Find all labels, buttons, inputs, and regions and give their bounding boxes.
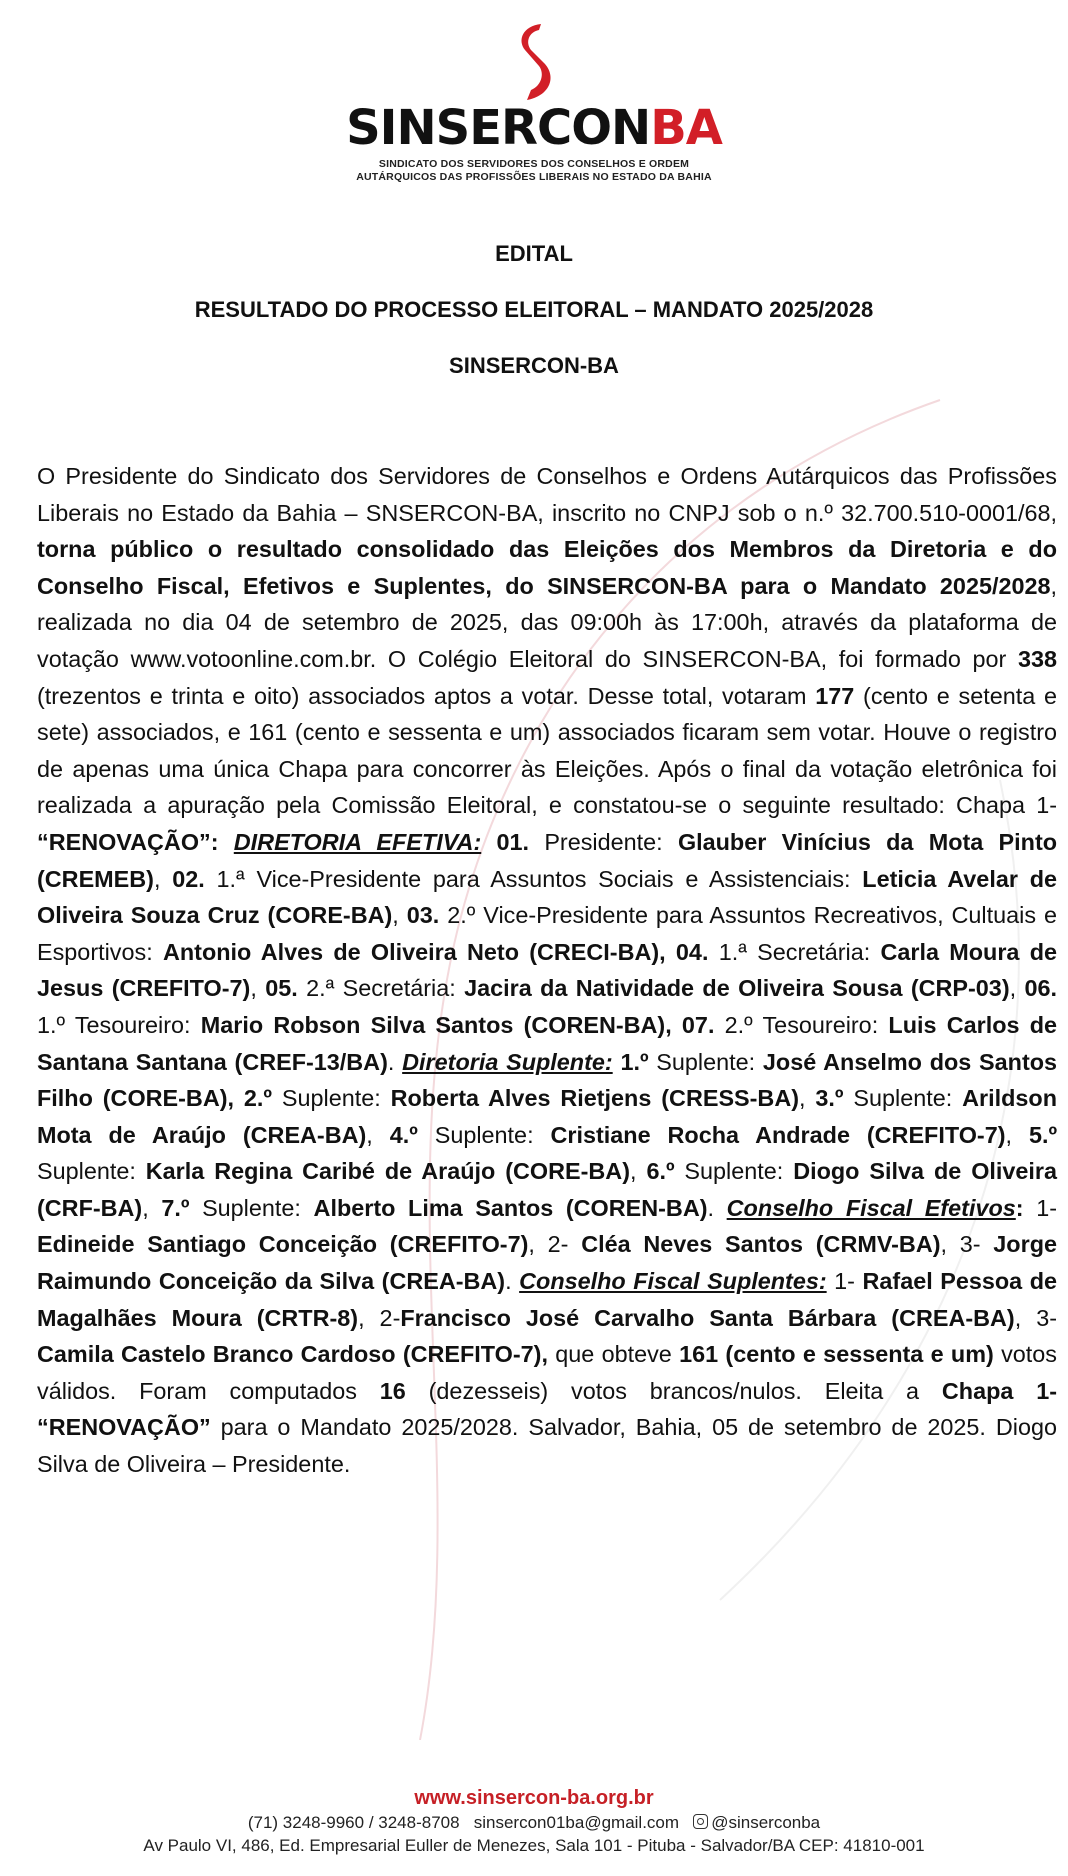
- footer-contacts: [0, 1811, 1068, 1834]
- logo-subtitle: SINDICATO DOS SERVIDORES DOS CONSELHOS E ORDEM AUTÁRQUICOS DAS PROFISSÕES LIBERAIS NO ESTADO DA BAHIA: [356, 158, 712, 183]
- logo-wordmark: SINSERCONBA: [346, 100, 722, 156]
- footer-address: Av Paulo VI, 486, Ed. Empresarial Euller de Menezes, Sala 101 - Pituba - Salvador/BA CEP: 41810-001: [143, 1836, 925, 1855]
- footer-website-link[interactable]: www.sinsercon-ba.org.br: [414, 1787, 654, 1809]
- instagram-icon: [693, 1814, 708, 1829]
- footer-phones: (71) 3248-9960 / 3248-8708: [247, 1813, 460, 1832]
- page-footer: [0, 1785, 1068, 1858]
- document-org: SINSERCON-BA: [449, 353, 619, 378]
- document-title: EDITAL: [495, 241, 573, 266]
- edital-body: O Presidente do Sindicato dos Servidores de Conselhos e Ordens Autárquicos das Profissões Liberais no Estado da Bahia – SNSERCON-BA, inscrito no CNPJ sob o n.º 32.700.510-0001/68, torna público o resultado consolidado das Eleições dos Membros da Diretoria e do Conselho Fiscal, Efetivos e Suplentes, do SINSERCON-BA para o Mandato 2025/2028, realizada no dia 04 de setembro de 2025, das 09:00h às 17:00h, através da plataforma de votação www.votoonline.com.br. O Colégio Eleitoral do SINSERCON-BA, foi formado por 338 (trezentos e trinta e oito) associados aptos a votar. Desse total, votaram 177 (cento e setenta e sete) associados, e 161 (cento e sessenta e um) associados ficaram sem votar. Houve o registro de apenas uma única Chapa para concorrer às Eleições. Após o final da votação eletrônica foi realizada a apuração pela Comissão Eleitoral, e constatou-se o seguinte resultado: Chapa 1- “RENOVAÇÃO”: DIRETORIA EFETIVA: 01. Presidente: Glauber Vinícius da Mota Pinto (CREMEB), 02. 1.ª Vice-Presidente para Assuntos Sociais e Assistenciais: Leticia Avelar de Oliveira Souza Cruz (CORE-BA), 03. 2.º Vice-Presidente para Assuntos Recreativos, Cultuais e Esportivos: Antonio Alves de Oliveira Neto (CRECI-BA), 04. 1.ª Secretária: Carla Moura de Jesus (CREFITO-7), 05. 2.ª Secretária: Jacira da Natividade de Oliveira Sousa (CRP-03), 06. 1.º Tesoureiro: Mario Robson Silva Santos (COREN-BA), 07. 2.º Tesoureiro: Luis Carlos de Santana Santana (CREF-13/BA). Diretoria Suplente: 1.º Suplente: José Anselmo dos Santos Filho (CORE-BA), 2.º Suplente: Roberta Alves Rietjens (CRESS-BA), 3.º Suplente: Arildson Mota de Araújo (CREA-BA), 4.º Suplente: Cristiane Rocha Andrade (CREFITO-7), 5.º Suplente: Karla Regina Caribé de Araújo (CORE-BA), 6.º Suplente: Diogo Silva de Oliveira (CRF-BA), 7.º Suplente: Alberto Lima Santos (COREN-BA). Conselho Fiscal Efetivos: 1- Edineide Santiago Conceição (CREFITO-7), 2- Cléa Neves Santos (CRMV-BA), 3- Jorge Raimundo Conceição da Silva (CREA-BA). Conselho Fiscal Suplentes: 1- Rafael Pessoa de Magalhães Moura (CRTR-8), 2-Francisco José Carvalho Santa Bárbara (CREA-BA), 3- Camila Castelo Branco Cardoso (CREFITO-7), que obteve 161 (cento e sessenta e um) votos válidos. Foram computados 16 (dezesseis) votos brancos/nulos. Eleita a Chapa 1- “RENOVAÇÃO” para o Mandato 2025/2028. Salvador, Bahia, 05 de setembro de 2025. Diogo Silva de Oliveira – Presidente.: [37, 463, 1058, 1478]
- document-subtitle: RESULTADO DO PROCESSO ELEITORAL – MANDATO 2025/2028: [194, 297, 874, 322]
- header-logo: [0, 22, 1068, 184]
- footer-email[interactable]: sinsercon01ba@gmail.com: [473, 1813, 680, 1832]
- logo-s-icon: [511, 22, 557, 102]
- footer-instagram[interactable]: @sinserconba: [711, 1813, 821, 1832]
- document-headings: [0, 240, 1068, 408]
